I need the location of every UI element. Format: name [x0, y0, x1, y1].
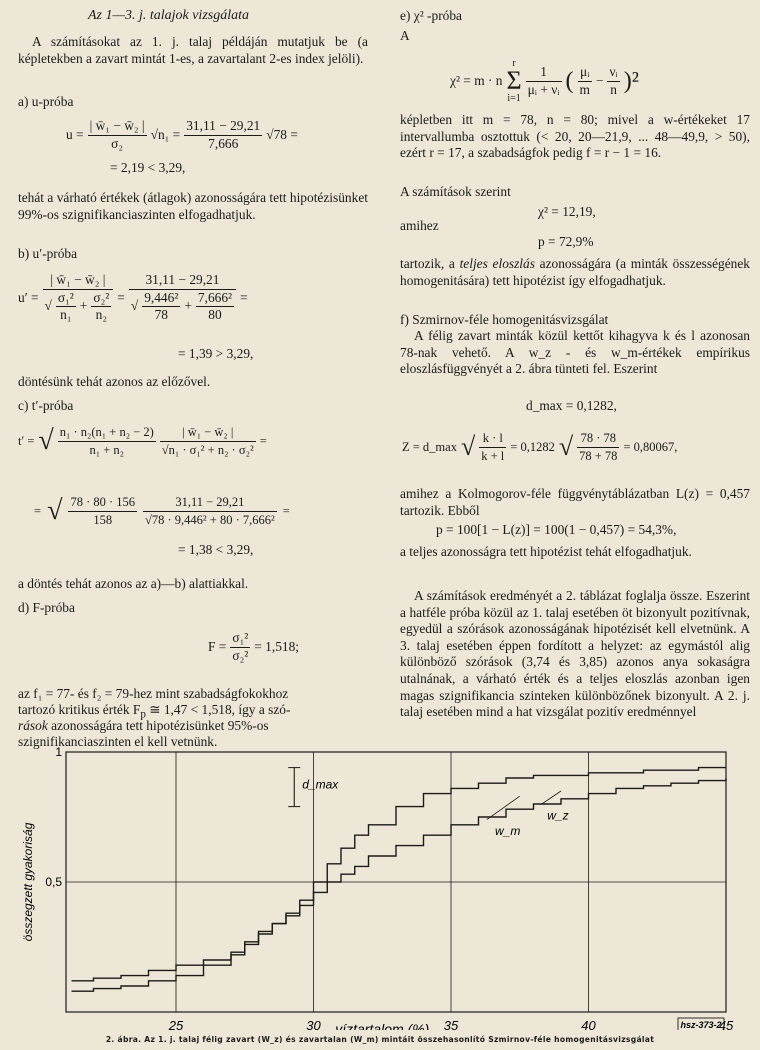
y-axis-label: összegzett gyakoriság	[21, 822, 35, 942]
e-title: e) χ² -próba	[400, 8, 463, 23]
a-den: σ₂	[111, 135, 124, 151]
x-tick-label: 45	[718, 1018, 734, 1030]
c-formula: t′ = √ $\frac{\text{n₁ · n₂(n₁ + n₂ − 2)}}{\text{n₁ + n₂}}$ $\frac{\text{| w̄₁ − w̄₂ |}}{\text{√n₁ · σ₁² + n₂ · σ₂²}}$ =	[18, 425, 267, 457]
d-num: σ₁²	[230, 630, 250, 648]
b-num2: 31,11 − 29,21	[129, 272, 236, 290]
d-lhs: F =	[208, 638, 227, 654]
f-z-mid: = 0,1282	[510, 439, 555, 454]
f-p: p = 100[1 − L(z)] = 100(1 − 0,457) = 54,3%,	[436, 522, 677, 537]
wz-label: w_z	[547, 808, 569, 823]
b-den2-b: 7,666²	[196, 290, 234, 308]
d-formula	[208, 630, 299, 664]
cumulative-frequency-chart	[0, 740, 760, 1030]
c-title: c) t′-próba	[18, 398, 74, 413]
wz-leader	[542, 791, 561, 804]
y-tick-label: 1	[55, 745, 62, 759]
e-num2: μᵢ	[578, 64, 592, 82]
f-text: A félig zavart minták közül kettőt kihagyva k és l azonosan 78-nak vehető. A w_z - és w_m-értékek empírikus eloszlásfüggvényét a 2. ábra tünteti fel. Eszerint	[400, 328, 750, 377]
f-text3: a teljes azonosságra tett hipotézist tehát elfogadhatjuk.	[400, 544, 692, 559]
e-text: képletben itt m = 78, n = 80; mivel a w-értékeket 17 intervallumba osztottuk (< 20, 20—21,9, ... 48—49,9, > 50), ezért r = 17, a szabadságfok pedig f = r − 1 = 16.	[400, 112, 750, 161]
x-tick-label: 35	[443, 1018, 459, 1030]
x-tick-label: 40	[581, 1018, 596, 1030]
b-result: = 1,39 > 3,29,	[178, 346, 254, 361]
b-den-b: σ₂²	[91, 290, 111, 308]
d-result: = 1,518;	[254, 638, 300, 654]
figure-id: hsz-373-2	[680, 1020, 722, 1030]
a-num: | w̄₁ − w̄₂ |	[88, 118, 147, 136]
a-num2: 31,11 − 29,21	[184, 118, 262, 136]
f-title: f) Szmirnov-féle homogenitásvizsgálat	[400, 312, 609, 327]
e-num3: νᵢ	[607, 64, 619, 82]
x-tick-label: 30	[306, 1018, 321, 1030]
d-title: d) F-próba	[18, 600, 75, 615]
c-formula2: = √ $\frac{78 \cdot 80 \cdot 156}{158}$ $\frac{31,11 - 29,21}{\text{√78 · 9,446² + 80 · 7,666²}}$ =	[34, 495, 290, 527]
e-den2: m	[579, 81, 590, 97]
f-dmax: d_max = 0,1282,	[526, 398, 617, 413]
c-rad2-num: 78 · 80 · 156	[68, 494, 137, 512]
b-den2-b2: 80	[208, 307, 222, 323]
summary-paragraph: A számítások eredményét a 2. táblázat foglalja össze. Eszerint a hatféle próba közül az 1. talaj esetében öt bizonyult pozitívnak, egyedül a szórások azonosságának hipotézisét kell elvetnünk. A 3. talaj esetében éppen fordított a helyzet: az egymástól alig különböző szórások (3,74 és 3,85) azonos anya sokaságra utalnának, a várható érték és a teljes eloszlás azonban igen magas szignifikancia szinteken különbözőnek bizonyult. A 2. j. talaj esetében mind a hat vizsgálat pozitív eredménnyel	[400, 588, 750, 720]
e-amihez: amihez	[400, 218, 439, 233]
a-formula	[66, 118, 298, 152]
a-lhs: u =	[66, 126, 84, 142]
f-z-lhs: Z = d_max	[402, 439, 457, 454]
b-den-a: σ₁²	[56, 290, 76, 308]
a-den2: 7,666	[208, 135, 239, 151]
b-title: b) u′-próba	[18, 246, 78, 261]
d-text3: rások azonosságára tett hipotézisünket 95%-os	[18, 718, 269, 733]
wm-label: w_m	[495, 824, 521, 839]
intro-paragraph: A számításokat az 1. j. talaj példáján mutatjuk be (a képletekben a zavart mintát 1-es, a zavartalant 2-es index jelöli).	[18, 34, 368, 66]
e-den1: μᵢ + νᵢ	[527, 81, 560, 97]
e-calc2: p = 72,9%	[538, 234, 594, 249]
b-den2-a: 9,446²	[142, 290, 180, 308]
a-result: = 2,19 < 3,29,	[110, 160, 186, 175]
dmax-label: d_max	[302, 777, 339, 792]
c-rad2-den: 158	[93, 512, 113, 527]
e-sum-top: r	[512, 58, 516, 69]
d-text1: az f₁ = 77- és f₂ = 79-hez mint szabadságfokokhoz	[18, 686, 289, 701]
series-line-w-z	[72, 778, 727, 981]
f-z-num: k · l	[479, 430, 506, 448]
b-num: | w̄₁ − w̄₂ |	[43, 272, 114, 290]
c-lhs: t′ =	[18, 433, 35, 448]
a-text: tehát a várható értékek (átlagok) azonosságára tett hipotézisünket 99%-os szignifikanciaszinten elfogadhatjuk.	[18, 190, 368, 222]
c-rad-den: n₁ + n₂	[89, 442, 125, 457]
e-den3: n	[610, 81, 617, 97]
a-title: a) u-próba	[18, 94, 74, 109]
figure-caption: 2. ábra. Az 1. j. talaj félig zavart (W_z) és zavartalan (W_m) mintáit összehasonlító Szmirnov-féle homogenitásvizsgálat	[105, 1035, 655, 1044]
e-calc-intro: A számítások szerint	[400, 184, 511, 199]
b-text: döntésünk tehát azonos az előzővel.	[18, 374, 211, 389]
wm-leader	[487, 796, 520, 819]
a-sqrt: √n₁ =	[150, 126, 181, 142]
b-lhs: u′ =	[18, 289, 39, 305]
f-z-formula: Z = d_max √ $\frac{k \cdot l}{k + l}$ = 0,1282 √ $\frac{78 \cdot 78}{78 + 78}$ = 0,80067,	[402, 431, 678, 463]
f-text2: amihez a Kolmogorov-féle függvénytáblázatban L(z) = 0,457 tartozik. Ebből	[400, 486, 750, 518]
b-den-b2: n₂	[95, 307, 107, 323]
f-z-num2: 78 · 78	[577, 430, 619, 448]
e-formula: χ² = m · n r Σ i=1 $\frac{1}{\text{μᵢ + νᵢ}}$ ( $\frac{\text{μᵢ}}{m}$ − $\frac{\text{νᵢ}}{n}$ )²	[450, 58, 639, 104]
e-calc1: χ² = 12,19,	[538, 204, 596, 219]
b-den2-a2: 78	[154, 307, 168, 323]
c-num2: | w̄₁ − w̄₂ |	[160, 424, 256, 442]
c-den3: √78 · 9,446² + 80 · 7,666²	[145, 512, 275, 527]
x-tick-label: 25	[168, 1018, 184, 1030]
e-lhs: χ² = m · n	[450, 72, 503, 88]
a-sqrt2: √78 =	[266, 126, 298, 142]
d-text2: tartozó kritikus érték $F_p$ ≅ 1,47 < 1,518, így a szó-	[18, 702, 291, 721]
y-tick-label: 0,5	[45, 875, 62, 889]
d-den: σ₂²	[232, 647, 249, 663]
c-num3: 31,11 − 29,21	[143, 494, 277, 512]
d-text4: szignifikanciaszinten el kell vetnünk.	[18, 734, 218, 749]
c-text: a döntés tehát azonos az a)—b) alattiakkal.	[18, 576, 249, 591]
e-a: A	[400, 28, 410, 43]
e-num1: 1	[526, 64, 562, 82]
c-rad-num: n₁ · n₂(n₁ + n₂ − 2)	[58, 424, 156, 442]
c-den2: √n₁ · σ₁² + n₂ · σ₂²	[161, 442, 254, 457]
x-axis-label: víztartalom (%)	[335, 1021, 430, 1030]
e-text2: tartozik, a teljes eloszlás azonosságára (a minták összességének homogenitására) tett hipotézist így elfogadhatjuk.	[400, 256, 751, 288]
b-den-a2: n₁	[60, 307, 72, 323]
b-formula: u′ = | w̄₁ − w̄₂ | √ $\frac{\text{σ₁²}}{\text{n₁}}$ + $\frac{\text{σ₂²}}{\text{n₂}}$ = 31,11 − 29,21 √ $\frac{\text{9,446²}}{78}$ + $\frac{\text{7,666²}}{80}$ =	[18, 272, 248, 323]
series-line-w-m	[72, 768, 727, 992]
f-z-res: = 0,80067,	[623, 439, 678, 454]
e-sum-bot: i=1	[507, 93, 521, 104]
figure	[0, 740, 760, 1040]
c-result: = 1,38 < 3,29,	[178, 542, 254, 557]
f-z-den2: 78 + 78	[579, 448, 618, 463]
section-heading: Az 1—3. j. talajok vizsgálata	[88, 8, 249, 23]
f-z-den: k + l	[481, 448, 505, 463]
